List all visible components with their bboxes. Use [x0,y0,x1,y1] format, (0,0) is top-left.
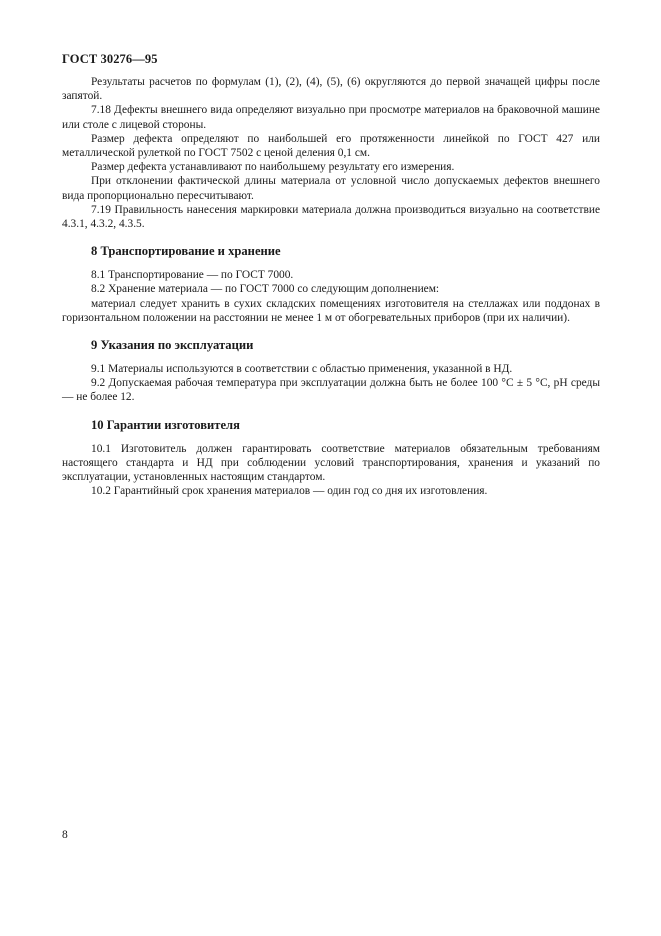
document-header: ГОСТ 30276—95 [62,52,158,66]
heading-section-8: 8 Транспортирование и хранение [91,244,281,259]
paragraph-defect-size-result: Размер дефекта устанавливают по наибольшему результату его измерения. [91,161,455,174]
paragraph-8-1: 8.1 Транспортирование — по ГОСТ 7000. [91,269,294,282]
paragraph-defect-size-method: Размер дефекта определяют по наибольшей его протяженности линейкой по ГОСТ 427 или металлической рулеткой по ГОСТ 7502 с ценой деления 0,1 см. [62,132,600,160]
paragraph-7-19: 7.19 Правильность нанесения маркировки материала должна производиться визуально на соответствие 4.3.1, 4.3.2, 4.3.5. [62,203,600,231]
paragraph-10-1: 10.1 Изготовитель должен гарантировать соответствие материалов обязательным требованиям настоящего стандарта и НД при соблюдении условий транспортирования, хранения и указаний по эксплуатации, установленных настоящим стандартом. [62,442,600,484]
paragraph-rounding: Результаты расчетов по формулам (1), (2), (4), (5), (6) округляются до первой значащей цифры после запятой. [62,76,600,103]
page-number: 8 [62,829,68,841]
paragraph-length-deviation: При отклонении фактической длины материала от условной число допускаемых дефектов внешнего вида пропорционально пересчитывают. [62,175,600,202]
paragraph-9-2: 9.2 Допускаемая рабочая температура при эксплуатации должна быть не более 100 °С ± 5 °С, рН среды — не более 12. [62,377,600,404]
heading-section-9: 9 Указания по эксплуатации [91,338,254,353]
paragraph-7-18: 7.18 Дефекты внешнего вида определяют визуально при просмотре материалов на браковочной машине или столе с лицевой стороны. [62,104,600,131]
paragraph-10-2: 10.2 Гарантийный срок хранения материалов — один год со дня их изготовления. [91,485,488,498]
paragraph-storage-conditions: материал следует хранить в сухих складских помещениях изготовителя на стеллажах или поддонах в горизонтальном положении на расстоянии не менее 1 м от обогревательных приборов (при их наличии). [62,297,600,324]
paragraph-8-2: 8.2 Хранение материала — по ГОСТ 7000 со следующим дополнением: [91,283,440,296]
page-body [62,75,600,498]
heading-section-10: 10 Гарантии изготовителя [91,417,240,432]
paragraph-9-1: 9.1 Материалы используются в соответствии с областью применения, указанной в НД. [91,363,513,376]
